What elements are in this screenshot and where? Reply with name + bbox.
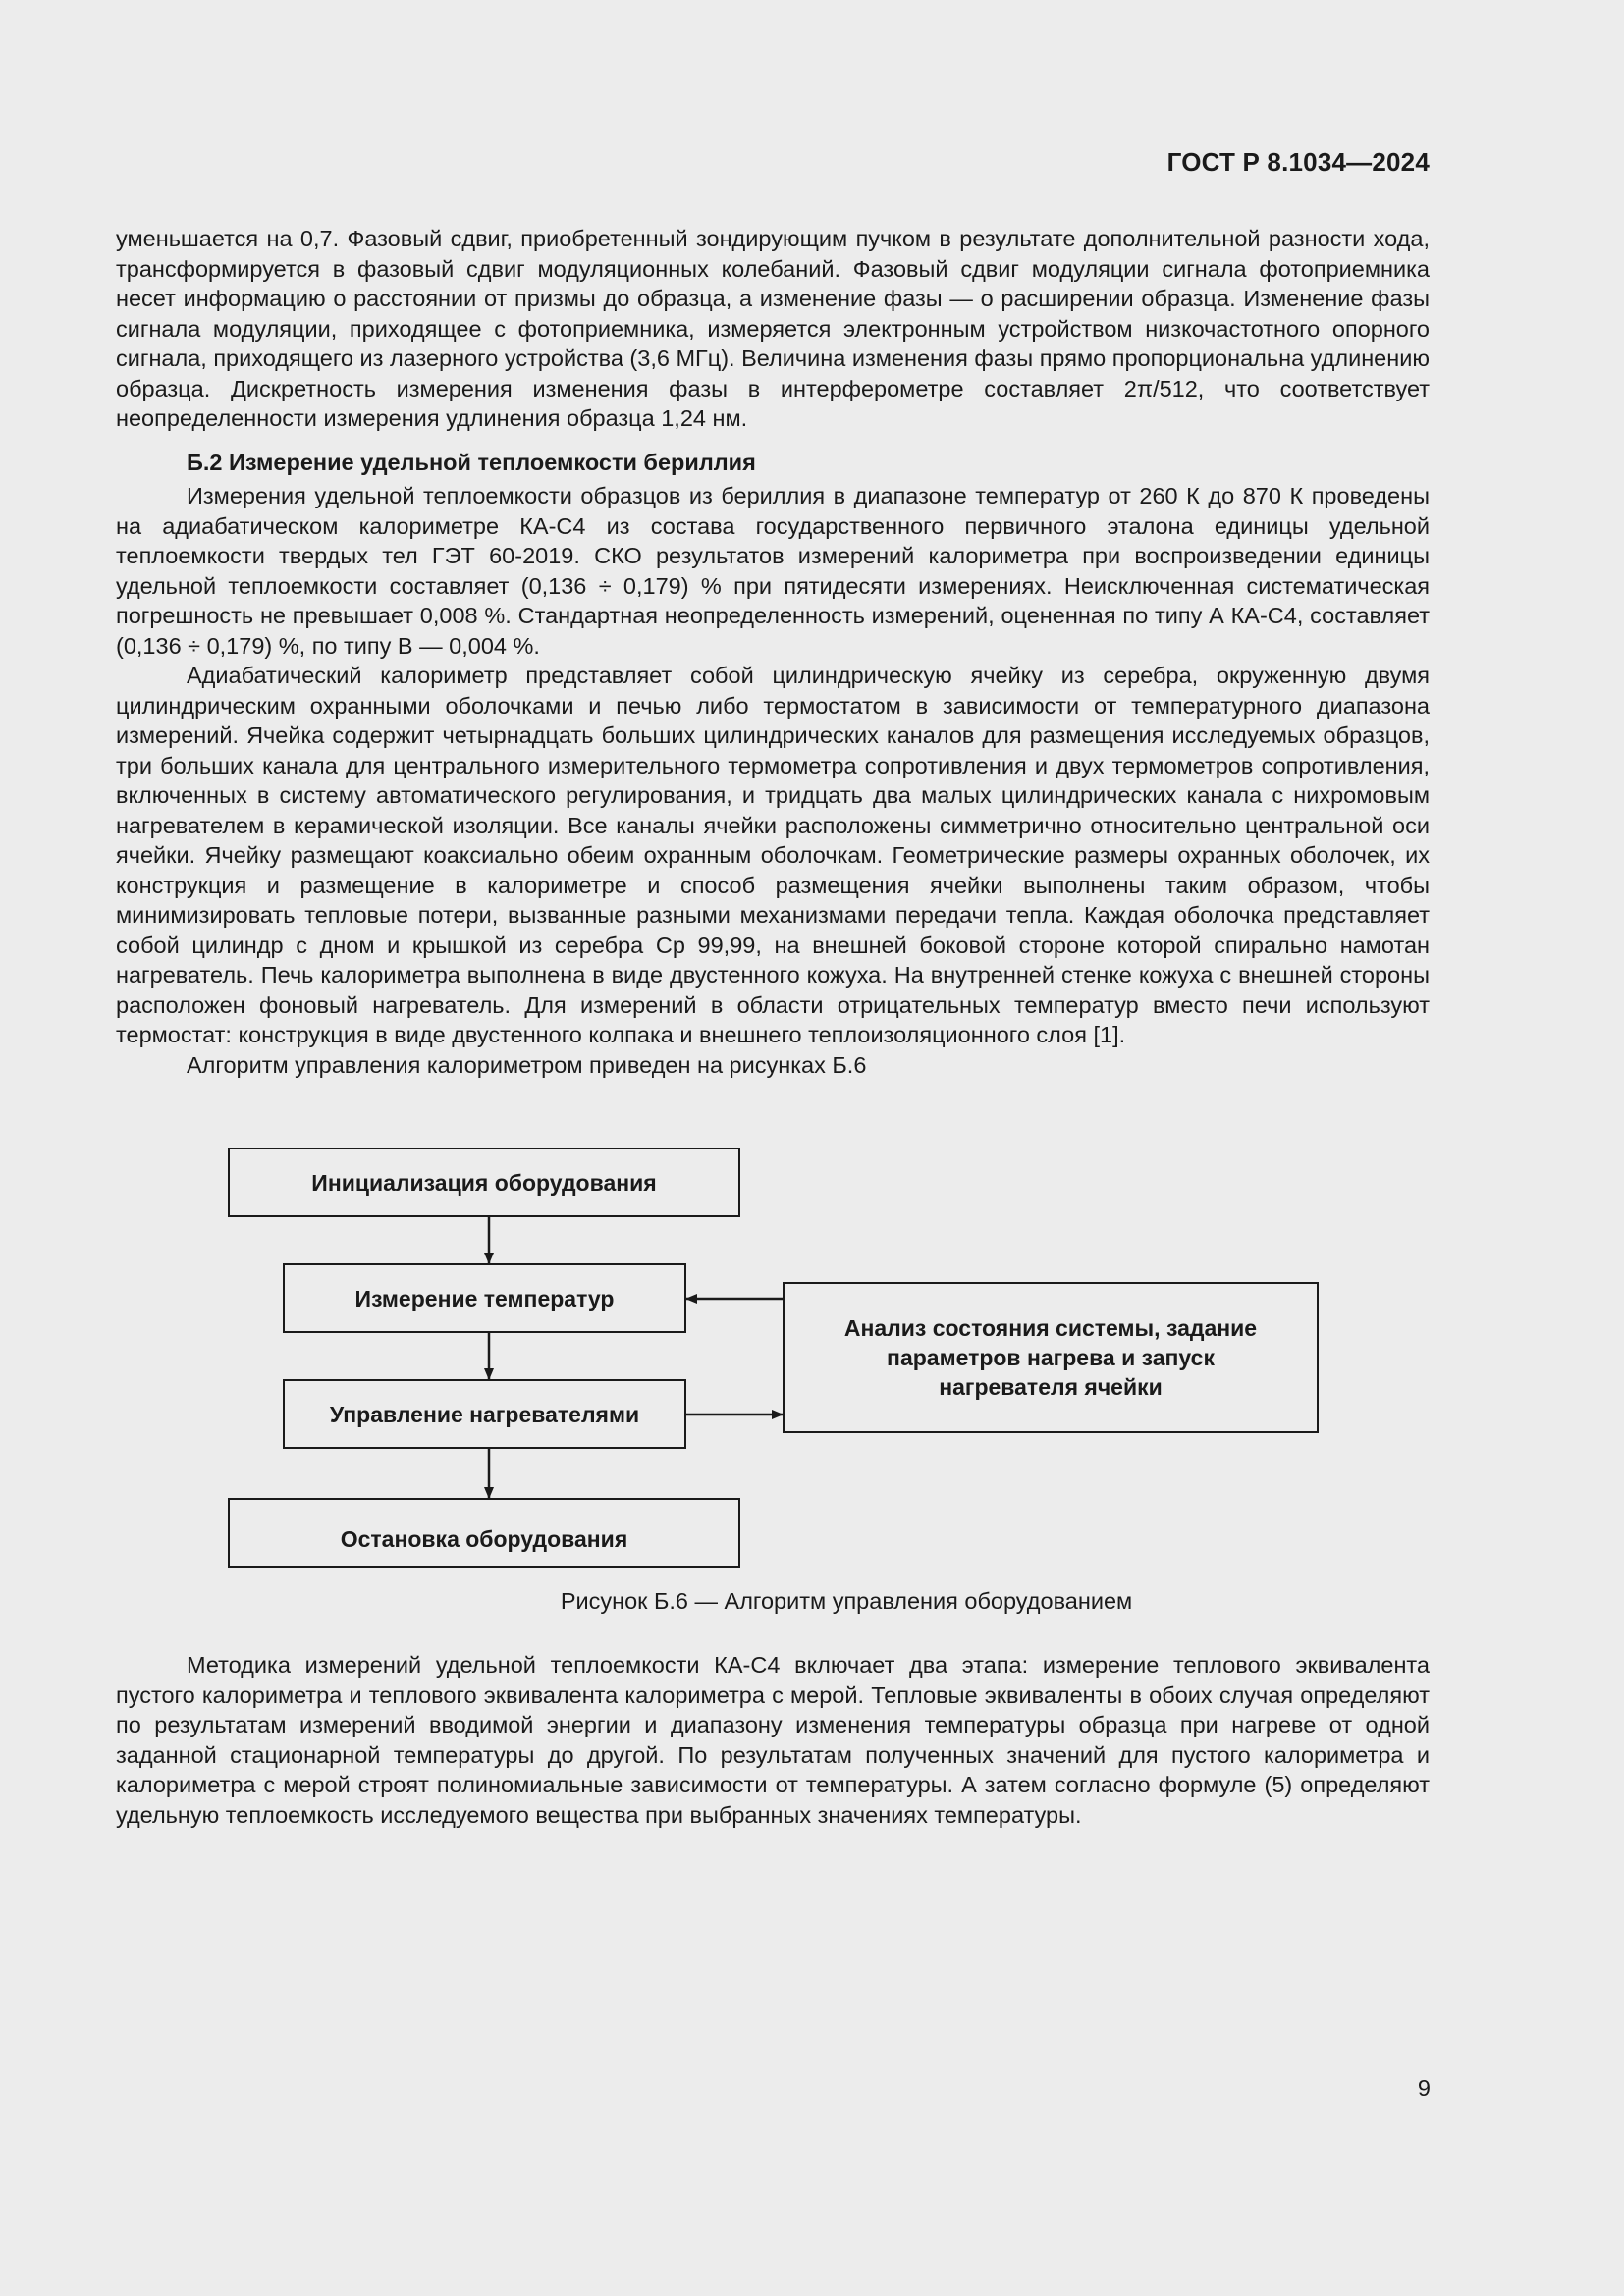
box-measure-temperatures: Измерение температур <box>283 1263 686 1333</box>
paragraph-1: Измерения удельной теплоемкости образцов из бериллия в диапазоне температур от 260 К до 870 К проведены на адиабатическом калориметре КА-С4 из состава государственного первичного эталона единицы удельной теплоемкости твердых тел ГЭТ 60-2019. СКО результатов измерений калориметра при воспроизведении единицы удельной теплоемкости составляет (0,136 ÷ 0,179) % при пятидесяти измерениях. Неисключенная систематическая погрешность не превышает 0,008 %. Стандартная неопределенность измерений, оцененная по типу А КА-С4, составляет (0,136 ÷ 0,179) %, по типу В — 0,004 %. <box>116 483 1430 659</box>
box-heater-control: Управление нагревателями <box>283 1379 686 1449</box>
intro-paragraph: уменьшается на 0,7. Фазовый сдвиг, приобретенный зондирующим пучком в результате дополнительной разности хода, трансформируется в фазовый сдвиг модуляционных колебаний. Фазовый сдвиг модуляции сигнала фотоприемника несет информацию о расстоянии от призмы до образца, а изменение фазы — о расширении образца. Изменение фазы сигнала модуляции, приходящее с фотоприемника, измеряется электронным устройством низкочастотного опорного сигнала, приходящего из лазерного устройства (3,6 МГц). Величина изменения фазы прямо пропорциональна удлинению образца. Дискретность измерения изменения фазы в интерферометре составляет 2π/512, что соответствует неопределенности измерения удлинения образца 1,24 нм. <box>116 226 1430 431</box>
box-initialization: Инициализация оборудования <box>228 1148 740 1217</box>
box-system-analysis: Анализ состояния системы, задание параметров нагрева и запуск нагревателя ячейки <box>783 1282 1319 1433</box>
page-number: 9 <box>1417 2075 1431 2101</box>
main-text <box>116 224 1430 1080</box>
closing-paragraph: Методика измерений удельной теплоемкости КА-С4 включает два этапа: измерение теплового эквивалента пустого калориметра и теплового эквивалента калориметра с мерой. Тепловые эквиваленты в обоих случая определяют по результатам измерений вводимой энергии и диапазону изменения температуры образца при нагреве от одной заданной стационарной температуры до другой. По результатам полученных значений для пустого калориметра и калориметра с мерой строят полиномиальные зависимости от температуры. А затем согласно формуле (5) определяют удельную теплоемкость исследуемого вещества при выбранных значениях температуры. <box>116 1652 1430 1828</box>
closing-text <box>116 1650 1430 1830</box>
section-heading: Б.2 Измерение удельной теплоемкости бериллия <box>187 449 756 475</box>
figure-caption: Рисунок Б.6 — Алгоритм управления оборудованием <box>560 1588 1133 1614</box>
paragraph-2: Адиабатический калориметр представляет собой цилиндрическую ячейку из серебра, окруженную двумя цилиндрическим охранными оболочками и печью либо термостатом в зависимости от температурного диапазона измерений. Ячейка содержит четырнадцать больших цилиндрических каналов для размещения исследуемых образцов, три больших канала для центрального измерительного термометра сопротивления и двух термометров сопротивления, включенных в систему автоматического регулирования, и тридцать два малых цилиндрических канала с нихромовым нагревателем в керамической изоляции. Все каналы ячейки расположены симметрично относительно центральной оси ячейки. Ячейку размещают коаксиально обеим охранным оболочкам. Геометрические размеры охранных оболочек, их конструкция и размещение в калориметре и способ размещения ячейки выполнены таким образом, чтобы минимизировать тепловые потери, вызванные разными механизмами передачи тепла. Каждая оболочка представляет собой цилиндр с дном и крышкой из серебра Ср 99,99, на внешней боковой стороне которой спирально намотан нагреватель. Печь калориметра выполнена в виде двустенного кожуха. На внутренней стенке кожуха с внешней стороны расположен фоновый нагреватель. Для измерений в области отрицательных температур вместо печи используют термостат: конструкция в виде двустенного колпака и внешнего теплоизоляционного слоя [1]. <box>116 663 1430 1047</box>
paragraph-3: Алгоритм управления калориметром приведен на рисунках Б.6 <box>187 1051 867 1078</box>
box-stop-equipment: Остановка оборудования <box>228 1498 740 1568</box>
document-header: ГОСТ Р 8.1034—2024 <box>1166 147 1430 177</box>
